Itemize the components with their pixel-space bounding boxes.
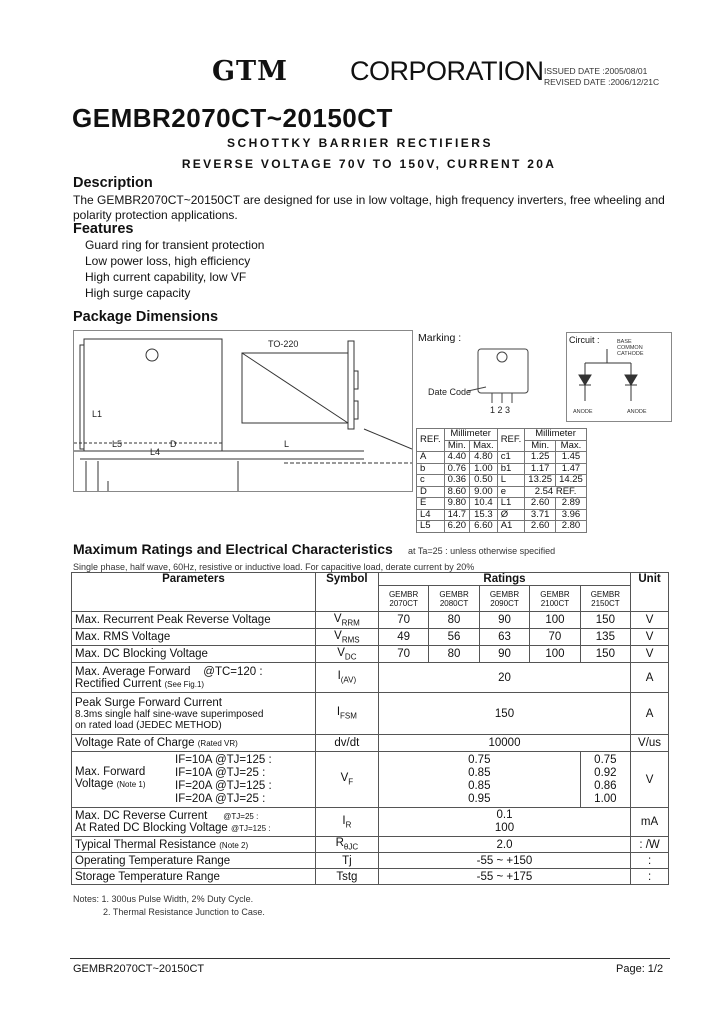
dim-cell: L1 <box>497 498 525 510</box>
dim-cell: 14.25 <box>556 475 587 487</box>
col-unit: Unit <box>631 573 669 612</box>
value-cell: 70 <box>378 646 428 663</box>
circuit-anode-label: ANODE <box>627 409 647 415</box>
feature-item: Guard ring for transient protection <box>85 238 265 252</box>
part-header: GEMBR 2100CT <box>530 586 580 612</box>
dim-cell: e <box>497 486 525 498</box>
dim-cell: 1.17 <box>525 463 556 475</box>
dim-subheader: Min. <box>444 440 470 452</box>
part-header: GEMBR 2070CT <box>378 586 428 612</box>
table-row <box>417 509 587 521</box>
description-text: The GEMBR2070CT~20150CT are designed for use in low voltage, high frequency inverters, free wheeling and polarity protection applications. <box>73 193 665 222</box>
ratings-note: Single phase, half wave, 60Hz, resistive or inductive load. For capacitive load, derate current by 20% <box>73 562 475 572</box>
dim-cell: 2.54 REF. <box>525 486 587 498</box>
unit-cell: : <box>631 869 669 885</box>
footer-divider <box>70 958 670 959</box>
dim-cell: L4 <box>417 509 445 521</box>
dim-cell: L5 <box>417 521 445 533</box>
dim-subheader: Max. <box>556 440 587 452</box>
table-row <box>72 629 669 646</box>
param-cell: Max. Recurrent Peak Reverse Voltage <box>72 612 316 629</box>
dim-cell: c1 <box>497 452 525 464</box>
unit-cell: : /W <box>631 837 669 853</box>
package-outline-drawing <box>74 331 412 491</box>
param-cell: Max. Forward Voltage (Note 1) IF=10A @TJ=125 : IF=10A @TJ=25 : IF=20A @TJ=125 : IF=20A @TJ=25 : <box>72 752 316 808</box>
table-row <box>72 612 669 629</box>
param-cell: Max. RMS Voltage <box>72 629 316 646</box>
dim-header: Millimeter <box>444 429 497 441</box>
dim-cell: 3.96 <box>556 509 587 521</box>
unit-cell: : <box>631 853 669 869</box>
corporation-label: CORPORATION <box>350 56 544 86</box>
table-row <box>417 521 587 533</box>
table-row <box>72 808 669 837</box>
table-row <box>72 853 669 869</box>
dim-cell: b <box>417 463 445 475</box>
package-type-label: TO-220 <box>268 339 299 349</box>
issued-date: ISSUED DATE :2005/08/01 <box>544 66 648 76</box>
package-drawing <box>73 330 413 492</box>
dim-cell: 2.60 <box>525 498 556 510</box>
circuit-anode-label: ANODE <box>573 409 593 415</box>
circuit-label: Circuit : <box>569 335 600 345</box>
value-cell: 49 <box>378 629 428 646</box>
dim-header: REF. <box>497 429 525 452</box>
dim-cell: D <box>417 486 445 498</box>
param-cell: Peak Surge Forward Current 8.3ms single half sine-wave superimposed on rated load (JEDEC METHOD) <box>72 693 316 735</box>
dim-header: REF. <box>417 429 445 452</box>
feature-item: Low power loss, high efficiency <box>85 254 251 268</box>
dim-cell: 10.4 <box>470 498 498 510</box>
table-row <box>72 735 669 752</box>
part-header: GEMBR 2080CT <box>429 586 479 612</box>
value-cell: -55 ~ +150 <box>378 853 630 869</box>
dim-header: Millimeter <box>525 429 587 441</box>
value-cell: 2.0 <box>378 837 630 853</box>
table-row <box>72 752 669 808</box>
table-row <box>417 463 587 475</box>
table-row <box>417 452 587 464</box>
dim-cell: 4.40 <box>444 452 470 464</box>
value-cell: 63 <box>479 629 529 646</box>
value-cell: 0.1 100 <box>378 808 630 837</box>
symbol-cell: $V_{RMS}$ <box>315 629 378 646</box>
dim-cell: 0.50 <box>470 475 498 487</box>
value-cell: 80 <box>429 646 479 663</box>
value-cell: 90 <box>479 646 529 663</box>
unit-cell: mA <box>631 808 669 837</box>
symbol-cell: $V_F$ <box>315 752 378 808</box>
marking-drawing <box>418 345 563 420</box>
marking-label: Marking : <box>418 332 462 344</box>
symbol-cell: $V_{DC}$ <box>315 646 378 663</box>
dim-cell: 2.60 <box>525 521 556 533</box>
value-cell: 135 <box>580 629 630 646</box>
dim-cell: 2.89 <box>556 498 587 510</box>
dim-cell: E <box>417 498 445 510</box>
col-symbol: Symbol <box>315 573 378 612</box>
dim-cell: 8.60 <box>444 486 470 498</box>
value-cell: 80 <box>429 612 479 629</box>
circuit-base-label: BASE <box>617 339 632 345</box>
dim-cell: 15.3 <box>470 509 498 521</box>
footer-part-number: GEMBR2070CT~20150CT <box>73 963 205 975</box>
dim-cell: 14.7 <box>444 509 470 521</box>
dim-cell: b1 <box>497 463 525 475</box>
dim-cell: L <box>497 475 525 487</box>
value-cell: 70 <box>378 612 428 629</box>
dim-cell: 13.25 <box>525 475 556 487</box>
value-cell: 100 <box>530 646 580 663</box>
subtitle-spec: REVERSE VOLTAGE 70V TO 150V, CURRENT 20A <box>181 157 557 171</box>
symbol-cell: $I_{(AV)}$ <box>315 663 378 693</box>
circuit-schematic <box>567 333 671 421</box>
revised-date: REVISED DATE :2006/12/21C <box>544 77 660 87</box>
unit-cell: A <box>631 663 669 693</box>
table-row <box>72 663 669 693</box>
value-cell: 150 <box>580 646 630 663</box>
subtitle: SCHOTTKY BARRIER RECTIFIERS <box>227 136 493 150</box>
param-cell: Max. Average Forward @TC=120 : Rectified Current (See Fig.1) <box>72 663 316 693</box>
dim-cell: 6.20 <box>444 521 470 533</box>
circuit-common-label: COMMON <box>617 345 643 351</box>
value-cell: 100 <box>530 612 580 629</box>
value-cell: 10000 <box>378 735 630 752</box>
circuit-cathode-label: CATHODE <box>617 351 644 357</box>
value-cell: 0.75 0.92 0.86 1.00 <box>580 752 630 808</box>
param-cell: Voltage Rate of Charge (Rated VR) <box>72 735 316 752</box>
value-cell: 0.75 0.85 0.85 0.95 <box>378 752 580 808</box>
part-header: GEMBR 2150CT <box>580 586 630 612</box>
value-cell: 150 <box>580 612 630 629</box>
dim-cell: 0.76 <box>444 463 470 475</box>
ratings-condition: at Ta=25 : unless otherwise specified <box>408 546 556 556</box>
dim-cell: 9.80 <box>444 498 470 510</box>
unit-cell: V/us <box>631 735 669 752</box>
dim-subheader: Min. <box>525 440 556 452</box>
value-cell: 70 <box>530 629 580 646</box>
pin-numbers: 1 2 3 <box>490 405 511 415</box>
value-cell: 90 <box>479 612 529 629</box>
symbol-cell: $V_{RRM}$ <box>315 612 378 629</box>
dim-subheader: Max. <box>470 440 498 452</box>
value-cell: -55 ~ +175 <box>378 869 630 885</box>
circuit-diagram <box>566 332 672 422</box>
param-cell: Operating Temperature Range <box>72 853 316 869</box>
dim-cell: 3.71 <box>525 509 556 521</box>
package-heading: Package Dimensions <box>73 309 219 325</box>
dim-label-l5: L5 <box>112 439 123 449</box>
table-row <box>417 498 587 510</box>
table-row <box>417 486 587 498</box>
dim-cell: A <box>417 452 445 464</box>
issue-dates <box>544 66 659 88</box>
unit-cell: V <box>631 612 669 629</box>
notes <box>73 893 265 919</box>
description-heading: Description <box>73 175 153 191</box>
dim-cell: 1.25 <box>525 452 556 464</box>
feature-item: High current capability, low VF <box>85 270 247 284</box>
col-ratings: Ratings <box>378 573 630 586</box>
symbol-cell: $R_{\theta JC}$ <box>315 837 378 853</box>
table-row <box>72 869 669 885</box>
feature-item: High surge capacity <box>85 286 191 300</box>
dim-label-l4: L4 <box>150 447 161 457</box>
dim-label-l1: L1 <box>92 409 103 419</box>
features-heading: Features <box>73 221 134 237</box>
value-cell: 150 <box>378 693 630 735</box>
table-row <box>72 693 669 735</box>
param-cell: Max. DC Reverse Current @TJ=25 : At Rated DC Blocking Voltage @TJ=125 : <box>72 808 316 837</box>
dim-cell: 4.80 <box>470 452 498 464</box>
unit-cell: V <box>631 646 669 663</box>
dim-label-d: D <box>170 439 177 449</box>
dimension-table <box>416 428 587 533</box>
col-parameters: Parameters <box>72 573 316 612</box>
param-cell: Storage Temperature Range <box>72 869 316 885</box>
unit-cell: V <box>631 629 669 646</box>
page-title: GEMBR2070CT~20150CT <box>72 103 393 133</box>
dim-cell: 1.00 <box>470 463 498 475</box>
symbol-cell: Tstg <box>315 869 378 885</box>
dim-cell: 1.45 <box>556 452 587 464</box>
symbol-cell: dv/dt <box>315 735 378 752</box>
dim-cell: c <box>417 475 445 487</box>
footer-page: Page: 1/2 <box>616 963 664 975</box>
param-cell: Max. DC Blocking Voltage <box>72 646 316 663</box>
ratings-table <box>71 572 669 885</box>
unit-cell: A <box>631 693 669 735</box>
dim-cell: 1.47 <box>556 463 587 475</box>
dim-cell: 2.80 <box>556 521 587 533</box>
dim-label-l: L <box>284 439 290 449</box>
symbol-cell: $I_R$ <box>315 808 378 837</box>
date-code-label: Date Code <box>428 387 472 397</box>
table-row <box>417 475 587 487</box>
unit-cell: V <box>631 752 669 808</box>
value-cell: 20 <box>378 663 630 693</box>
dim-cell: A1 <box>497 521 525 533</box>
dim-cell: 6.60 <box>470 521 498 533</box>
note-item: 2. Thermal Resistance Junction to Case. <box>103 907 265 917</box>
table-row <box>72 646 669 663</box>
dim-cell: 0.36 <box>444 475 470 487</box>
ratings-heading: Maximum Ratings and Electrical Characteristics <box>73 541 393 557</box>
company-logo: GTM <box>212 56 289 87</box>
symbol-cell: Tj <box>315 853 378 869</box>
table-row <box>72 837 669 853</box>
dim-cell: 9.00 <box>470 486 498 498</box>
symbol-cell: $I_{FSM}$ <box>315 693 378 735</box>
dim-cell: Ø <box>497 509 525 521</box>
note-item: Notes: 1. 300us Pulse Width, 2% Duty Cycle. <box>73 894 254 904</box>
value-cell: 56 <box>429 629 479 646</box>
param-cell: Typical Thermal Resistance (Note 2) <box>72 837 316 853</box>
part-header: GEMBR 2090CT <box>479 586 529 612</box>
